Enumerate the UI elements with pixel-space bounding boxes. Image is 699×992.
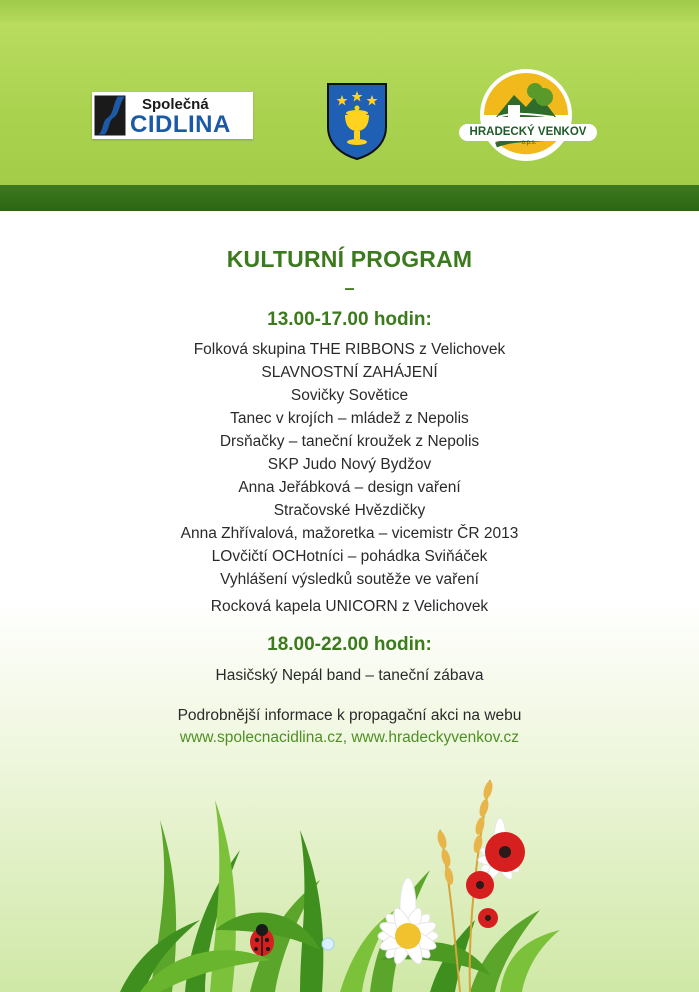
program-item: Rocková kapela UNICORN z Velichovek xyxy=(210,598,489,615)
website-links[interactable]: www.spolecnacidlina.cz, www.hradeckyvenkov.cz xyxy=(179,729,520,746)
block1-time: 13.00-17.00 hodin: xyxy=(267,309,432,330)
program-item: Sovičky Sovětice xyxy=(290,387,409,404)
header-dark-bar xyxy=(0,185,699,211)
meadow-flowers-illustration xyxy=(0,760,699,992)
top-strip xyxy=(0,0,699,22)
hradecky-venkov-logo-icon xyxy=(456,67,596,163)
program-item: Tanec v krojích – mládež z Nepolis xyxy=(230,410,469,427)
program-item: Hasičský Nepál band – taneční zábava xyxy=(215,667,484,684)
coat-of-arms-icon xyxy=(325,81,389,161)
spolecna-cidlina-logo xyxy=(92,92,253,139)
title-separator: – xyxy=(344,278,355,298)
block2-time: 18.00-22.00 hodin: xyxy=(267,634,432,655)
program-title: KULTURNÍ PROGRAM xyxy=(226,246,473,272)
program-item: SLAVNOSTNÍ ZAHÁJENÍ xyxy=(261,364,438,381)
program-item: LOvčičtí OCHotníci – pohádka Sviňáček xyxy=(211,548,488,565)
hradecky-venkov-suffix: o.p.s. xyxy=(521,140,537,146)
program-item: Folková skupina THE RIBBONS z Velichovek xyxy=(193,341,506,358)
program-item: Drsňačky – taneční kroužek z Nepolis xyxy=(219,433,480,450)
hradecky-venkov-name: HRADECKÝ VENKOV xyxy=(459,124,597,141)
program-item: Anna Zhřívalová, mažoretka – vicemistr ČR 2013 xyxy=(180,525,519,542)
cidlina-logo-line2: CIDLINA xyxy=(130,111,231,138)
program-item: Vyhlášení výsledků soutěže ve vaření xyxy=(220,571,479,588)
more-info-text: Podrobnější informace k propagační akci na webu xyxy=(177,707,522,724)
program-item: Stračovské Hvězdičky xyxy=(273,502,426,519)
program-item: SKP Judo Nový Bydžov xyxy=(267,456,432,473)
program-item: Anna Jeřábková – design vaření xyxy=(238,479,461,496)
cidlina-logo-line1: Společná xyxy=(142,96,209,113)
